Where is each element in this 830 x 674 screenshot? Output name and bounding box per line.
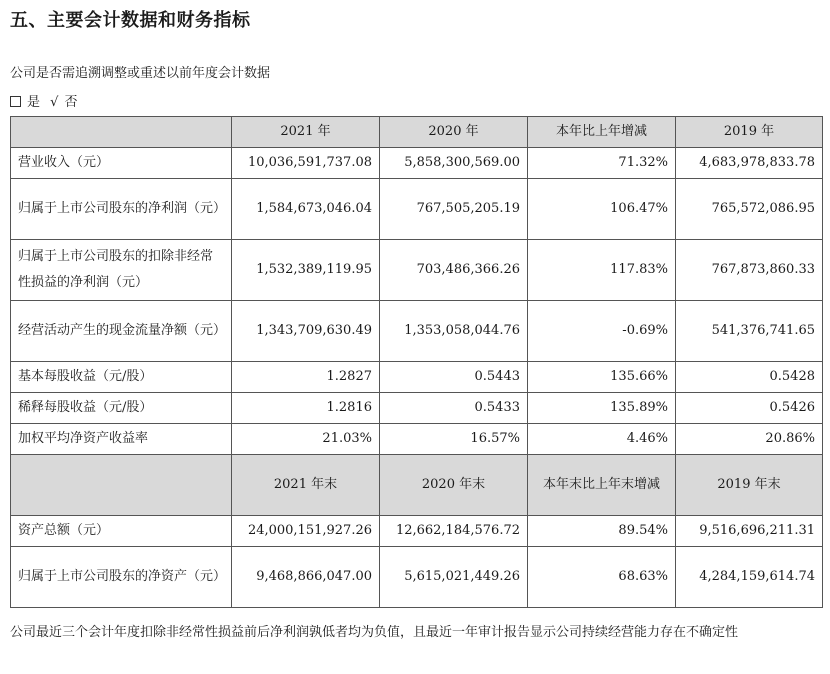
- header-cell: 2019 年末: [676, 455, 823, 516]
- table-cell: 4,683,978,833.78: [676, 148, 823, 179]
- answer-no-label: 否: [64, 95, 78, 110]
- row-label: 资产总额（元）: [11, 516, 232, 547]
- table-row: [11, 424, 823, 455]
- table-cell: 541,376,741.65: [676, 301, 823, 362]
- table-cell: 12,662,184,576.72: [380, 516, 528, 547]
- checkbox-yes[interactable]: [10, 96, 21, 107]
- table-cell: 20.86%: [676, 424, 823, 455]
- table-cell: 135.66%: [528, 362, 676, 393]
- row-label: 稀释每股收益（元/股）: [11, 393, 232, 424]
- header-cell: 2019 年: [676, 117, 823, 148]
- row-label: 基本每股收益（元/股）: [11, 362, 232, 393]
- table-cell: 10,036,591,737.08: [232, 148, 380, 179]
- table-row: [11, 362, 823, 393]
- going-concern-note: 公司最近三个会计年度扣除非经常性损益前后净利润孰低者均为负值，且最近一年审计报告显示公司持续经营能力存在不确定性: [10, 625, 739, 640]
- restatement-question: 公司是否需追溯调整或重述以前年度会计数据: [10, 66, 271, 81]
- table-cell: 16.57%: [380, 424, 528, 455]
- table-cell: 1.2816: [232, 393, 380, 424]
- header-cell: 本年比上年增减: [528, 117, 676, 148]
- table-cell: 5,615,021,449.26: [380, 547, 528, 608]
- row-label: 经营活动产生的现金流量净额（元）: [11, 301, 232, 362]
- table-row: [11, 547, 823, 608]
- table-cell: 4.46%: [528, 424, 676, 455]
- table-cell: 106.47%: [528, 179, 676, 240]
- table-cell: 135.89%: [528, 393, 676, 424]
- table-cell: 89.54%: [528, 516, 676, 547]
- table-cell: 0.5428: [676, 362, 823, 393]
- header-cell: 2020 年末: [380, 455, 528, 516]
- table-cell: 0.5433: [380, 393, 528, 424]
- header-cell: [11, 117, 232, 148]
- table-cell: 703,486,366.26: [380, 240, 528, 301]
- header-cell: 2021 年末: [232, 455, 380, 516]
- section-title: 五、主要会计数据和财务指标: [10, 10, 251, 31]
- table-cell: 1.2827: [232, 362, 380, 393]
- financial-data-table: [10, 116, 823, 608]
- table-cell: 767,873,860.33: [676, 240, 823, 301]
- header-cell: 2021 年: [232, 117, 380, 148]
- header-cell: 本年末比上年末增减: [528, 455, 676, 516]
- row-label: 加权平均净资产收益率: [11, 424, 232, 455]
- table-cell: 68.63%: [528, 547, 676, 608]
- row-label: 归属于上市公司股东的净利润（元）: [11, 179, 232, 240]
- table-cell: 24,000,151,927.26: [232, 516, 380, 547]
- table-cell: 9,516,696,211.31: [676, 516, 823, 547]
- row-label: 归属于上市公司股东的净资产（元）: [11, 547, 232, 608]
- table-cell: 0.5443: [380, 362, 528, 393]
- table-header-row: [11, 117, 823, 148]
- table-cell: 1,584,673,046.04: [232, 179, 380, 240]
- table-row: [11, 179, 823, 240]
- check-mark-icon: √: [50, 95, 59, 110]
- header-cell: [11, 455, 232, 516]
- table-cell: 117.83%: [528, 240, 676, 301]
- table-subheader-row: [11, 455, 823, 516]
- table-row: [11, 393, 823, 424]
- table-cell: 9,468,866,047.00: [232, 547, 380, 608]
- table-row: [11, 148, 823, 179]
- table-cell: 21.03%: [232, 424, 380, 455]
- table-cell: 4,284,159,614.74: [676, 547, 823, 608]
- restatement-answer: [10, 91, 83, 110]
- table-cell: 71.32%: [528, 148, 676, 179]
- table-cell: 1,532,389,119.95: [232, 240, 380, 301]
- table-row: [11, 516, 823, 547]
- table-cell: -0.69%: [528, 301, 676, 362]
- row-label: 营业收入（元）: [11, 148, 232, 179]
- header-cell: 2020 年: [380, 117, 528, 148]
- table-cell: 1,353,058,044.76: [380, 301, 528, 362]
- answer-yes-label: 是: [27, 95, 41, 110]
- table-row: [11, 240, 823, 301]
- table-cell: 767,505,205.19: [380, 179, 528, 240]
- table-row: [11, 301, 823, 362]
- table-cell: 5,858,300,569.00: [380, 148, 528, 179]
- row-label: 归属于上市公司股东的扣除非经常性损益的净利润（元）: [11, 240, 232, 301]
- table-cell: 1,343,709,630.49: [232, 301, 380, 362]
- table-cell: 0.5426: [676, 393, 823, 424]
- table-cell: 765,572,086.95: [676, 179, 823, 240]
